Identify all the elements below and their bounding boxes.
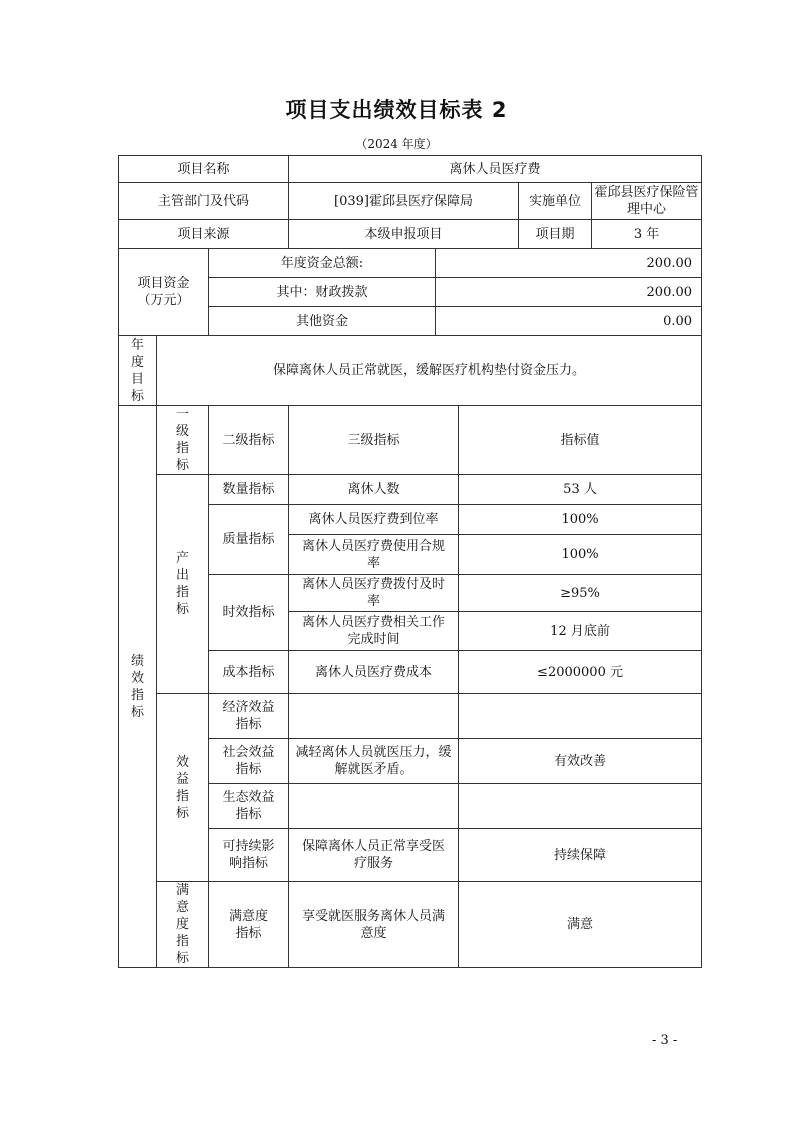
row-department [119,183,702,220]
funds-other-label: 其他资金 [209,307,436,335]
social-item: 减轻离休人员就医压力，缓解就医矛盾。 [289,739,459,784]
economic-value [459,694,702,739]
funds-total-cell [209,249,702,278]
year-note: （2024 年度） [355,137,438,151]
quality-item-2: 离休人员医疗费使用合规率 [289,535,459,575]
row-satisfaction [119,882,702,968]
satisfaction-label: 满意度指标 [157,882,209,968]
performance-target-table [118,155,702,968]
funds-total-label: 年度资金总额: [209,249,436,277]
quality-label: 质量指标 [209,505,289,575]
project-name-value: 离休人员医疗费 [289,156,702,183]
quality-value-1: 100% [459,505,702,535]
source-label: 项目来源 [119,220,289,249]
sustain-value: 持续保障 [459,829,702,882]
source-cell [289,220,702,249]
cost-label: 成本指标 [209,651,289,694]
quality-item-1: 离休人员医疗费到位率 [289,505,459,535]
sustain-item: 保障离休人员正常享受医疗服务 [289,829,459,882]
funds-other-cell [209,307,702,336]
economic-label: 经济效益指标 [209,694,289,739]
department-value: [039]霍邱县医疗保障局 [289,183,519,219]
implementer-label: 实施单位 [519,183,592,219]
annual-goal-label: 年度目标 [119,336,157,406]
header-level3: 三级指标 [289,406,459,475]
funds-fiscal-cell [209,278,702,307]
table-title: 项目支出绩效目标表 2 [285,98,508,122]
row-indicator-headers [119,406,702,475]
economic-item [289,694,459,739]
eco-item [289,784,459,829]
annual-goal-value: 保障离休人员正常就医，缓解医疗机构垫付资金压力。 [157,336,702,406]
time-item-1: 离休人员医疗费拨付及时率 [289,575,459,612]
implementer-value: 霍邱县医疗保险管理中心 [594,185,699,217]
social-value: 有效改善 [459,739,702,784]
funds-label [119,249,209,336]
satisfaction-level2: 满意度指标 [209,882,289,968]
row-economic [119,694,702,739]
row-funds-total [119,249,702,278]
quantity-label: 数量指标 [209,475,289,505]
page-number: - 3 - [652,1033,678,1048]
eco-label: 生态效益指标 [209,784,289,829]
social-label: 社会效益指标 [209,739,289,784]
performance-label: 绩效指标 [119,406,157,968]
funds-label-line2: （万元） [137,293,190,308]
cost-item: 离休人员医疗费成本 [289,651,459,694]
eco-value [459,784,702,829]
project-name-label: 项目名称 [119,156,289,183]
time-label: 时效指标 [209,575,289,651]
row-project-name [119,156,702,183]
header-level2: 二级指标 [209,406,289,475]
satisfaction-item: 享受就医服务离休人员满意度 [289,882,459,968]
department-label: 主管部门及代码 [119,183,289,220]
output-label: 产出指标 [157,475,209,694]
quality-value-2: 100% [459,535,702,575]
funds-label-line1: 项目资金 [137,276,190,291]
quantity-item: 离休人数 [289,475,459,505]
cost-value: ≤2000000 元 [459,651,702,694]
source-value: 本级申报项目 [289,220,519,248]
time-value-2: 12 月底前 [459,612,702,651]
header-level1: 一级指标 [157,406,209,475]
row-source [119,220,702,249]
funds-total-value: 200.00 [646,255,693,271]
row-quantity [119,475,702,505]
satisfaction-value: 满意 [459,882,702,968]
benefit-label: 效益指标 [157,694,209,882]
funds-fiscal-label: 其中：财政拨款 [209,278,436,306]
funds-other-value: 0.00 [663,313,693,329]
department-cell [289,183,702,220]
period-value: 3 年 [633,226,660,242]
header-value: 指标值 [459,406,702,475]
funds-fiscal-value: 200.00 [646,284,693,300]
time-item-2: 离休人员医疗费相关工作完成时间 [289,612,459,651]
period-label: 项目期 [519,220,592,248]
row-annual-goal [119,336,702,406]
time-value-1: ≥95% [459,575,702,612]
sustain-label: 可持续影响指标 [209,829,289,882]
quantity-value: 53 人 [459,475,702,505]
